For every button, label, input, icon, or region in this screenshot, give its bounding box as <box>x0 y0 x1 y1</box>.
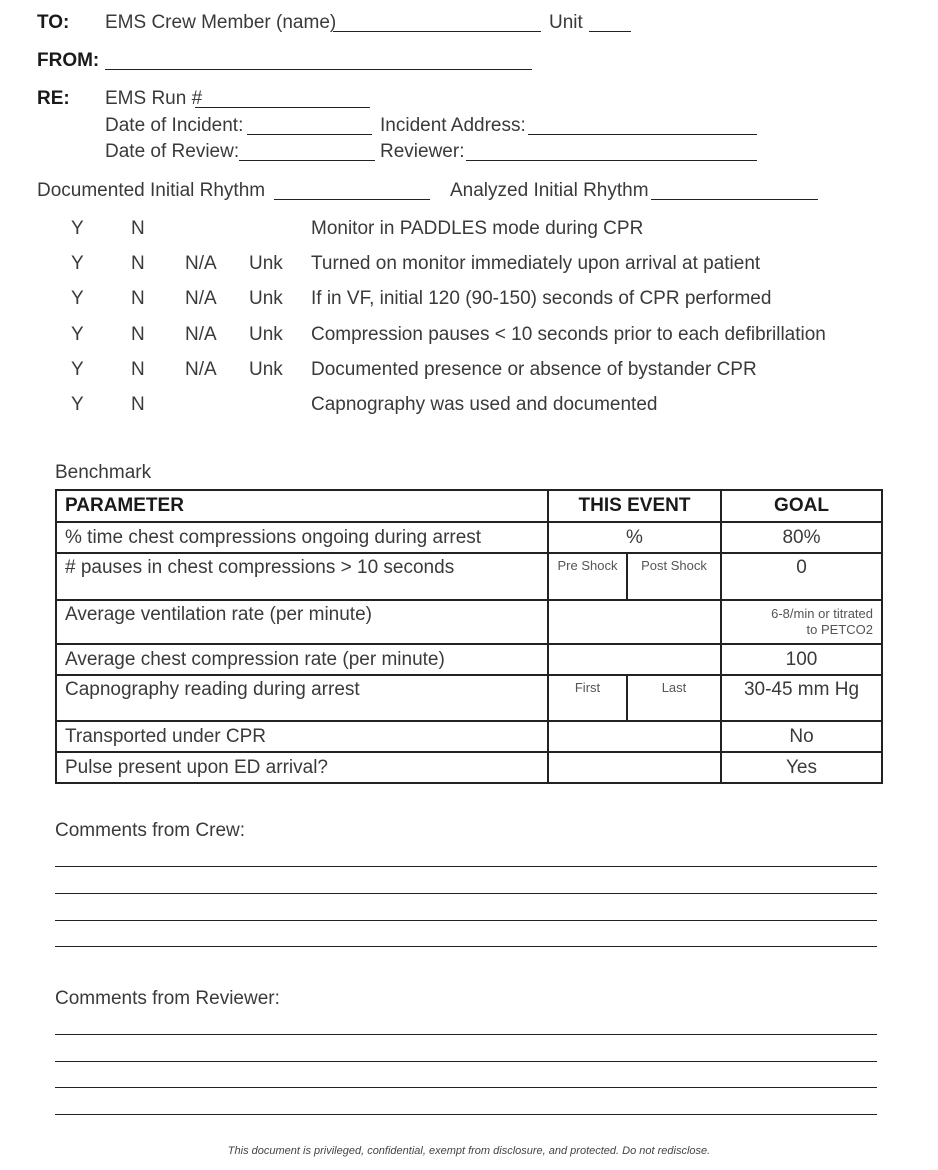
from-field[interactable] <box>105 69 532 70</box>
checklist-text: Capnography was used and documented <box>311 394 658 415</box>
unk-option[interactable]: Unk <box>249 253 283 274</box>
no-option[interactable]: N <box>131 218 145 239</box>
incident-address-field[interactable] <box>528 134 757 135</box>
table-row <box>56 600 882 644</box>
confidentiality-footer: This document is privileged, confidential, exempt from disclosure, and protected. Do not redisclose. <box>227 1145 711 1157</box>
goal-line-1: 6-8/min or titrated <box>771 606 873 621</box>
parameter-header: PARAMETER <box>56 490 548 522</box>
last-reading-cell[interactable]: Last <box>627 675 721 721</box>
event-cell[interactable] <box>548 600 721 644</box>
date-review-field[interactable] <box>239 160 375 161</box>
crew-comment-line[interactable] <box>55 946 877 947</box>
no-option[interactable]: N <box>131 394 145 415</box>
date-incident-field[interactable] <box>247 134 372 135</box>
reviewer-comments-label: Comments from Reviewer: <box>55 988 280 1009</box>
yes-option[interactable]: Y <box>71 253 84 274</box>
reviewer-comment-line[interactable] <box>55 1087 877 1088</box>
documented-rhythm-field[interactable] <box>274 199 430 200</box>
re-label: RE: <box>37 88 70 109</box>
table-row <box>56 553 882 600</box>
goal-cell: 0 <box>721 553 882 600</box>
to-text: EMS Crew Member (name) <box>105 12 337 33</box>
goal-cell: No <box>721 721 882 752</box>
analyzed-rhythm-label: Analyzed Initial Rhythm <box>450 180 649 201</box>
table-row <box>56 675 882 721</box>
unk-option[interactable]: Unk <box>249 359 283 380</box>
no-option[interactable]: N <box>131 288 145 309</box>
param-cell: Average chest compression rate (per minute) <box>56 644 548 675</box>
param-cell: # pauses in chest compressions > 10 seconds <box>56 553 548 600</box>
param-cell: Capnography reading during arrest <box>56 675 548 721</box>
date-review-label: Date of Review: <box>105 141 240 162</box>
yes-option[interactable]: Y <box>71 218 84 239</box>
benchmark-table <box>55 489 883 784</box>
goal-header: GOAL <box>721 490 882 522</box>
table-row <box>56 644 882 675</box>
param-cell: Pulse present upon ED arrival? <box>56 752 548 783</box>
unit-field[interactable] <box>589 31 631 32</box>
run-number-field[interactable] <box>195 107 370 108</box>
no-option[interactable]: N <box>131 324 145 345</box>
no-option[interactable]: N <box>131 253 145 274</box>
date-incident-label: Date of Incident: <box>105 115 244 136</box>
incident-address-label: Incident Address: <box>380 115 526 136</box>
checklist-text: Documented presence or absence of bystander CPR <box>311 359 757 380</box>
goal-cell <box>721 600 882 644</box>
analyzed-rhythm-field[interactable] <box>651 199 818 200</box>
goal-cell: 80% <box>721 522 882 553</box>
from-label: FROM: <box>37 50 100 71</box>
yes-option[interactable]: Y <box>71 324 84 345</box>
table-row <box>56 752 882 783</box>
unit-label: Unit <box>549 12 583 33</box>
pre-shock-cell[interactable]: Pre Shock <box>548 553 627 600</box>
reviewer-field[interactable] <box>466 160 757 161</box>
crew-name-field[interactable] <box>333 31 541 32</box>
first-reading-cell[interactable]: First <box>548 675 627 721</box>
to-label: TO: <box>37 12 70 33</box>
yes-option[interactable]: Y <box>71 359 84 380</box>
no-option[interactable]: N <box>131 359 145 380</box>
table-row <box>56 522 882 553</box>
na-option[interactable]: N/A <box>185 324 217 345</box>
yes-option[interactable]: Y <box>71 394 84 415</box>
crew-comment-line[interactable] <box>55 866 877 867</box>
checklist-text: If in VF, initial 120 (90-150) seconds of CPR performed <box>311 288 772 309</box>
param-cell: Transported under CPR <box>56 721 548 752</box>
yes-option[interactable]: Y <box>71 288 84 309</box>
documented-rhythm-label: Documented Initial Rhythm <box>37 180 266 201</box>
checklist-text: Turned on monitor immediately upon arrival at patient <box>311 253 761 274</box>
goal-cell: 100 <box>721 644 882 675</box>
param-cell: % time chest compressions ongoing during arrest <box>56 522 548 553</box>
na-option[interactable]: N/A <box>185 288 217 309</box>
post-shock-cell[interactable]: Post Shock <box>627 553 721 600</box>
crew-comment-line[interactable] <box>55 893 877 894</box>
reviewer-comment-line[interactable] <box>55 1114 877 1115</box>
this-event-header: THIS EVENT <box>548 490 721 522</box>
goal-cell: 30-45 mm Hg <box>721 675 882 721</box>
crew-comment-line[interactable] <box>55 920 877 921</box>
unk-option[interactable]: Unk <box>249 288 283 309</box>
reviewer-comment-line[interactable] <box>55 1034 877 1035</box>
event-cell[interactable] <box>548 721 721 752</box>
event-cell[interactable]: % <box>548 522 721 553</box>
reviewer-comment-line[interactable] <box>55 1061 877 1062</box>
na-option[interactable]: N/A <box>185 253 217 274</box>
goal-cell: Yes <box>721 752 882 783</box>
table-row <box>56 721 882 752</box>
run-label: EMS Run # <box>105 88 203 109</box>
checklist-text: Compression pauses < 10 seconds prior to each defibrillation <box>311 324 826 345</box>
benchmark-title: Benchmark <box>55 462 152 483</box>
reviewer-label: Reviewer: <box>380 141 465 162</box>
crew-comments-label: Comments from Crew: <box>55 820 246 841</box>
na-option[interactable]: N/A <box>185 359 217 380</box>
table-header-row <box>56 490 882 522</box>
checklist-text: Monitor in PADDLES mode during CPR <box>311 218 644 239</box>
unk-option[interactable]: Unk <box>249 324 283 345</box>
param-cell: Average ventilation rate (per minute) <box>56 600 548 644</box>
event-cell[interactable] <box>548 644 721 675</box>
event-cell[interactable] <box>548 752 721 783</box>
goal-line-2: to PETCO2 <box>806 622 873 637</box>
